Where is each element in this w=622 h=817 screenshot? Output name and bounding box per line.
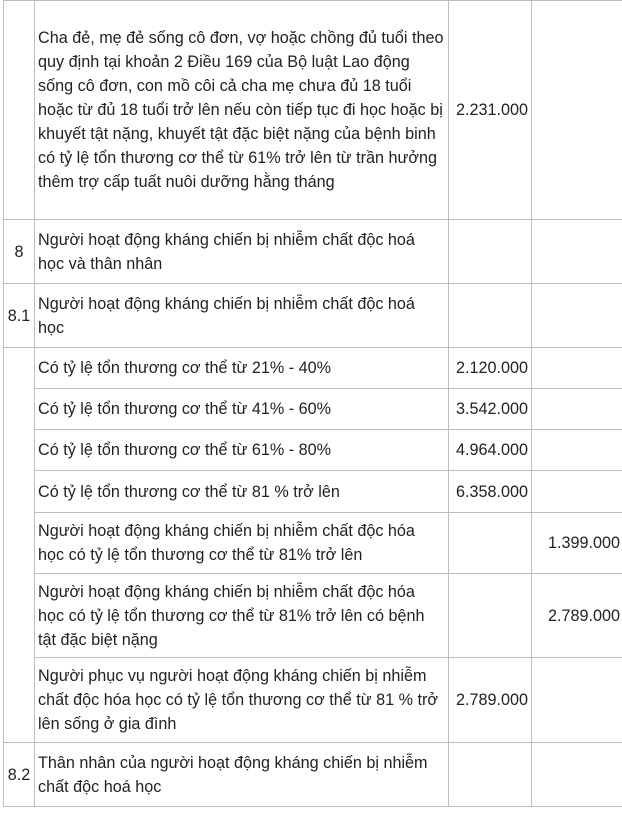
row-number: 8.1 bbox=[4, 284, 35, 348]
row-amount: 6.358.000 bbox=[449, 471, 532, 513]
row-description: Thân nhân của người hoạt động kháng chiến bị nhiễm chất độc hoá học bbox=[35, 743, 449, 807]
row-number bbox=[4, 348, 35, 743]
row-amount bbox=[449, 513, 532, 574]
row-amount bbox=[449, 284, 532, 348]
row-description: Người hoạt động kháng chiến bị nhiễm chất độc hoá học bbox=[35, 284, 449, 348]
row-amount: 3.542.000 bbox=[449, 389, 532, 430]
table-row bbox=[4, 430, 622, 471]
row-amount: 2.789.000 bbox=[449, 658, 532, 743]
row-description: Có tỷ lệ tổn thương cơ thể từ 21% - 40% bbox=[35, 348, 449, 389]
row-extra-amount bbox=[532, 348, 622, 389]
row-extra-amount bbox=[532, 284, 622, 348]
table-row bbox=[4, 574, 622, 658]
row-description: Người hoạt động kháng chiến bị nhiễm chất độc hoá học và thân nhân bbox=[35, 220, 449, 284]
row-amount bbox=[449, 220, 532, 284]
table-row bbox=[4, 348, 622, 389]
row-description: Có tỷ lệ tổn thương cơ thể từ 61% - 80% bbox=[35, 430, 449, 471]
row-extra-amount: 1.399.000 bbox=[532, 513, 622, 574]
row-amount: 2.120.000 bbox=[449, 348, 532, 389]
row-description: Có tỷ lệ tổn thương cơ thể từ 81 % trở lên bbox=[35, 471, 449, 513]
table-row bbox=[4, 513, 622, 574]
row-description: Người hoạt động kháng chiến bị nhiễm chất độc hóa học có tỷ lệ tổn thương cơ thể từ 81% trở lên có bệnh tật đặc biệt nặng bbox=[35, 574, 449, 658]
row-number bbox=[4, 1, 35, 220]
row-extra-amount bbox=[532, 389, 622, 430]
row-description: Người hoạt động kháng chiến bị nhiễm chất độc hóa học có tỷ lệ tổn thương cơ thể từ 81% trở lên bbox=[35, 513, 449, 574]
table-row bbox=[4, 389, 622, 430]
row-extra-amount bbox=[532, 1, 622, 220]
row-extra-amount bbox=[532, 658, 622, 743]
table-row bbox=[4, 743, 622, 807]
row-number: 8.2 bbox=[4, 743, 35, 807]
row-extra-amount bbox=[532, 471, 622, 513]
row-amount: 2.231.000 bbox=[449, 1, 532, 220]
table-row bbox=[4, 220, 622, 284]
row-extra-amount bbox=[532, 743, 622, 807]
row-amount bbox=[449, 574, 532, 658]
table-row bbox=[4, 471, 622, 513]
row-extra-amount: 2.789.000 bbox=[532, 574, 622, 658]
table-row bbox=[4, 1, 622, 220]
row-extra-amount bbox=[532, 430, 622, 471]
row-amount bbox=[449, 743, 532, 807]
row-description: Cha đẻ, mẹ đẻ sống cô đơn, vợ hoặc chồng đủ tuổi theo quy định tại khoản 2 Điều 169 của Bộ luật Lao động sống cô đơn, con mồ côi cả cha mẹ chưa đủ 18 tuổi hoặc từ đủ 18 tuổi trở lên nếu còn tiếp tục đi học hoặc bị khuyết tật nặng, khuyết tật đặc biệt nặng của bệnh binh có tỷ lệ tổn thương cơ thể từ 61% trở lên từ trần hưởng thêm trợ cấp tuất nuôi dưỡng hằng tháng bbox=[35, 1, 449, 220]
row-extra-amount bbox=[532, 220, 622, 284]
row-amount: 4.964.000 bbox=[449, 430, 532, 471]
table-row bbox=[4, 284, 622, 348]
table-row bbox=[4, 658, 622, 743]
row-description: Có tỷ lệ tổn thương cơ thể từ 41% - 60% bbox=[35, 389, 449, 430]
allowance-table bbox=[3, 0, 622, 807]
row-description: Người phục vụ người hoạt động kháng chiến bị nhiễm chất độc hóa học có tỷ lệ tổn thương cơ thể từ 81 % trở lên sống ở gia đình bbox=[35, 658, 449, 743]
row-number: 8 bbox=[4, 220, 35, 284]
